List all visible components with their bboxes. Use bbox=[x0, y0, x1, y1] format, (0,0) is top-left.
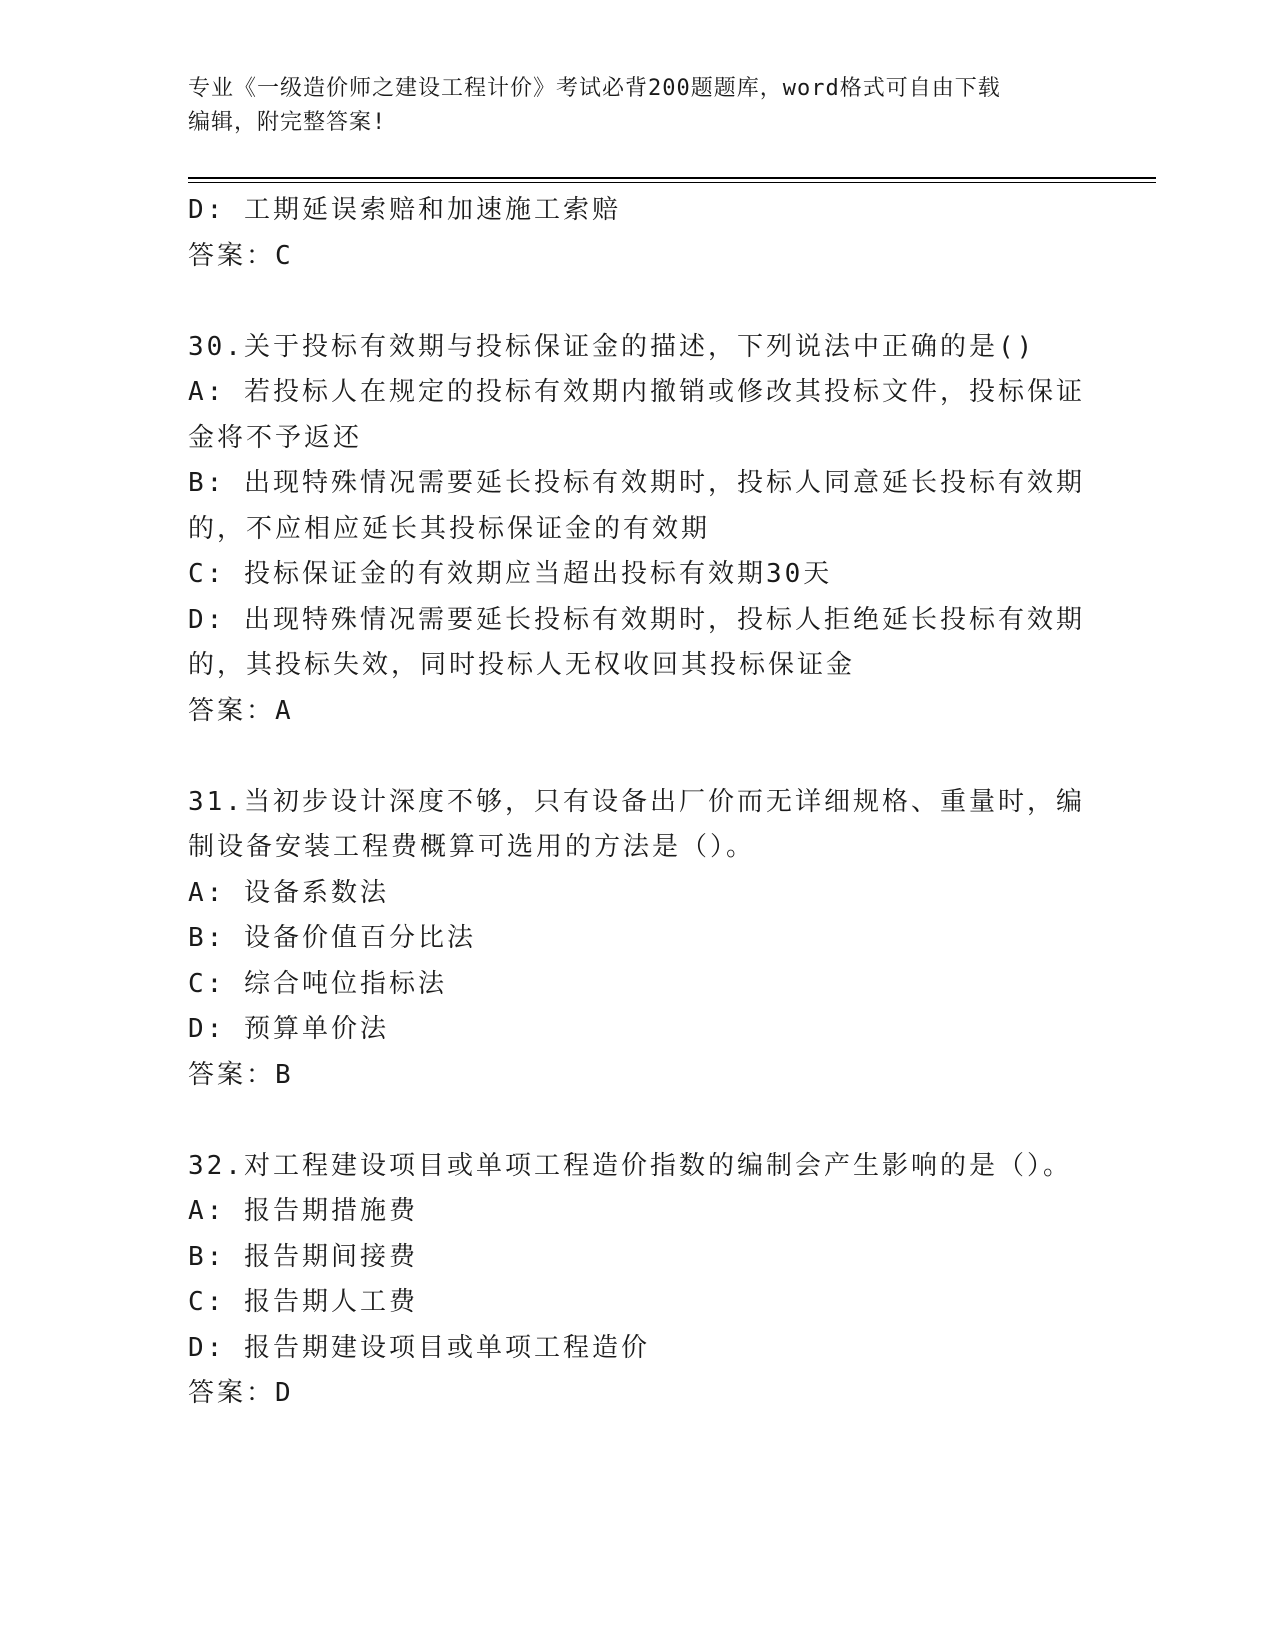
option-b-continued: 的，不应相应延长其投标保证金的有效期 bbox=[188, 513, 711, 544]
answer-line: 答案：C bbox=[188, 240, 294, 271]
option-d: D: 报告期建设项目或单项工程造价 bbox=[188, 1332, 650, 1363]
previous-question-tail bbox=[188, 188, 1088, 279]
header-divider-thin bbox=[188, 182, 1156, 183]
header-line-1: 专业《一级造价师之建设工程计价》考试必背200题题库，word格式可自由下载 bbox=[188, 76, 1001, 101]
answer-line: 答案：D bbox=[188, 1378, 294, 1408]
question-list bbox=[188, 188, 1088, 1417]
option-a-continued: 金将不予返还 bbox=[188, 422, 363, 453]
option-c: C: 综合吨位指标法 bbox=[188, 968, 447, 999]
option-b: B: 出现特殊情况需要延长投标有效期时，投标人同意延长投标有效期 bbox=[188, 468, 1085, 498]
question-31 bbox=[188, 780, 1088, 1099]
option-d: D: 工期延误索赔和加速施工索赔 bbox=[188, 195, 621, 225]
question-30 bbox=[188, 325, 1088, 735]
option-a: A: 设备系数法 bbox=[188, 877, 389, 908]
option-d: D: 预算单价法 bbox=[188, 1014, 389, 1044]
answer-line: 答案：A bbox=[188, 695, 294, 726]
question-stem: 32.对工程建设项目或单项工程造价指数的编制会产生影响的是（）。 bbox=[188, 1150, 1072, 1181]
document-header bbox=[188, 72, 1068, 140]
question-stem: 30.关于投标有效期与投标保证金的描述，下列说法中正确的是() bbox=[188, 331, 1036, 362]
spacer bbox=[188, 279, 1088, 325]
header-line-2: 编辑，附完整答案! bbox=[188, 110, 387, 135]
spacer bbox=[188, 1098, 1088, 1144]
question-stem-continued: 制设备安装工程费概算可选用的方法是（）。 bbox=[188, 832, 756, 862]
question-stem: 31.当初步设计深度不够，只有设备出厂价而无详细规格、重量时，编 bbox=[188, 786, 1085, 817]
option-a: A: 报告期措施费 bbox=[188, 1196, 418, 1226]
answer-line: 答案：B bbox=[188, 1059, 294, 1090]
option-a: A: 若投标人在规定的投标有效期内撤销或修改其投标文件，投标保证 bbox=[188, 377, 1085, 407]
question-32 bbox=[188, 1144, 1088, 1417]
option-b: B: 设备价值百分比法 bbox=[188, 923, 476, 953]
option-b: B: 报告期间接费 bbox=[188, 1241, 418, 1272]
option-d: D: 出现特殊情况需要延长投标有效期时，投标人拒绝延长投标有效期 bbox=[188, 604, 1085, 635]
option-d-continued: 的，其投标失效，同时投标人无权收回其投标保证金 bbox=[188, 650, 856, 680]
header-divider-thick bbox=[188, 177, 1156, 179]
option-c: C: 投标保证金的有效期应当超出投标有效期30天 bbox=[188, 559, 833, 589]
spacer bbox=[188, 734, 1088, 780]
option-c: C: 报告期人工费 bbox=[188, 1287, 418, 1317]
